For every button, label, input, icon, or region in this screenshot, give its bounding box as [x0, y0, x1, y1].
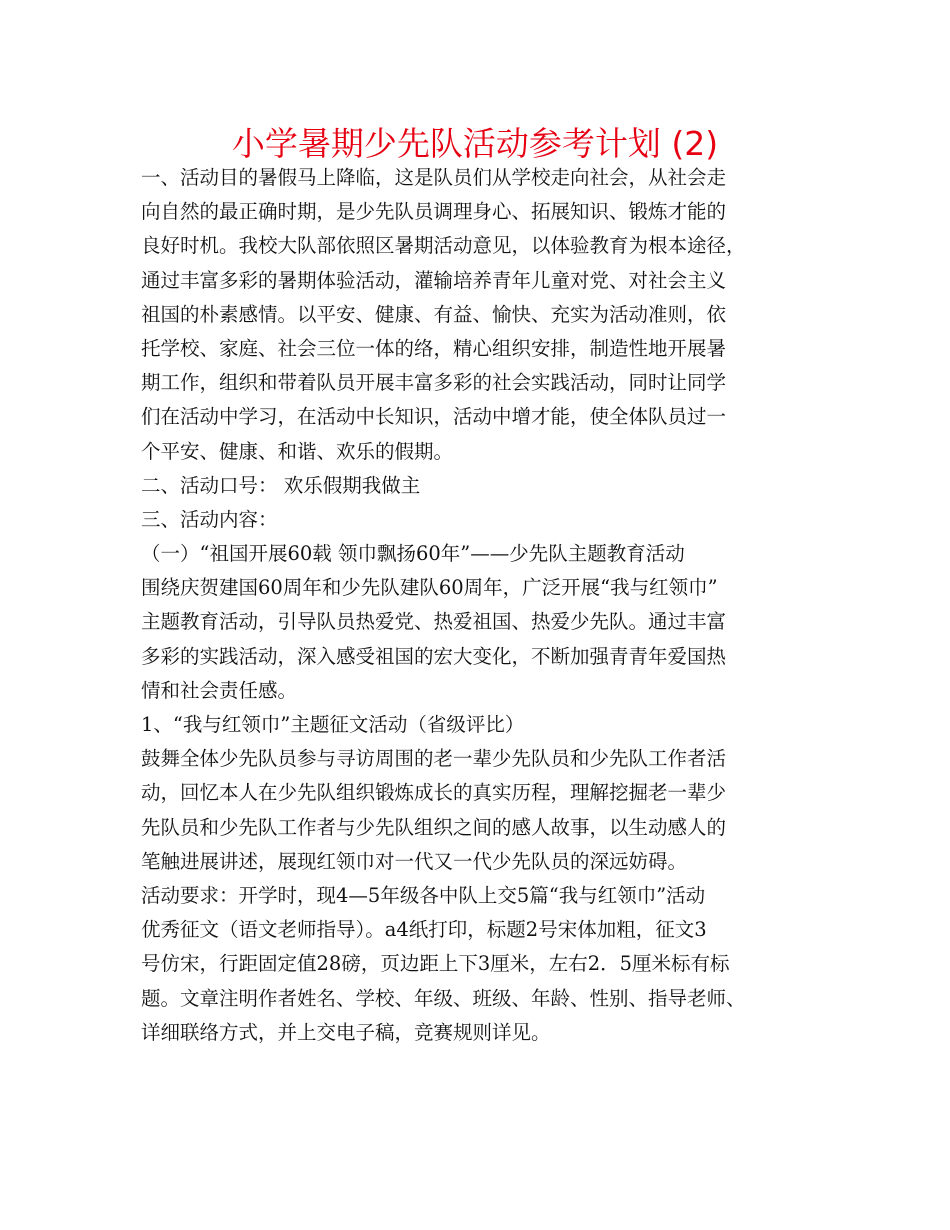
body-line: 情和社会责任感。: [141, 678, 298, 702]
body-line: 动，回忆本人在少先队组织锻炼成长的真实历程，理解挖掘老一辈少: [141, 781, 727, 805]
body-line: 题。文章注明作者姓名、学校、年级、班级、年龄、性别、指导老师、: [141, 986, 746, 1010]
body-line: 详细联络方式，并上交电子稿，竞赛规则详见。: [141, 1020, 551, 1044]
document-title: 小学暑期少先队活动参考计划 (2): [231, 124, 719, 163]
body-line: 向自然的最正确时期，是少先队员调理身心、拓展知识、锻炼才能的: [141, 200, 727, 224]
body-line: 二、活动口号： 欢乐假期我做主: [141, 473, 421, 497]
document-body: [141, 161, 841, 1050]
body-line: 托学校、家庭、社会三位一体的络，精心组织安排，制造性地开展暑: [141, 336, 727, 360]
body-line: 们在活动中学习，在活动中长知识，活动中增才能，使全体队员过一: [141, 405, 727, 429]
body-line: 围绕庆贺建国60周年和少先队建队60周年，广泛开展“我与红领巾”: [141, 576, 718, 600]
body-line: 活动要求：开学时，现4—5年级各中队上交5篇“我与红领巾”活动: [141, 883, 706, 907]
body-line: （一）“祖国开展60载 领巾飘扬60年”——少先队主题教育活动: [141, 542, 685, 566]
body-line: 笔触进展讲述，展现红领巾对一代又一代少先队员的深远妨碍。: [141, 849, 688, 873]
body-line: 号仿宋，行距固定值28磅，页边距上下3厘米，左右2．5厘米标有标: [141, 952, 730, 976]
body-line: 三、活动内容：: [141, 507, 278, 531]
body-line: 先队员和少先队工作者与少先队组织之间的感人故事，以生动感人的: [141, 815, 727, 839]
body-line: 1、“我与红领巾”主题征文活动（省级评比）: [141, 713, 525, 736]
body-line: 优秀征文（语文老师指导）。a4纸打印，标题2号宋体加粗，征文3: [141, 918, 707, 942]
body-line: 通过丰富多彩的暑期体验活动，灌输培养青年儿童对党、对社会主义: [141, 268, 727, 292]
body-line: 鼓舞全体少先队员参与寻访周围的老一辈少先队员和少先队工作者活: [141, 747, 727, 771]
body-line: 期工作，组织和带着队员开展丰富多彩的社会实践活动，同时让同学: [141, 371, 727, 395]
body-line: 主题教育活动，引导队员热爱党、热爱祖国、热爱少先队。通过丰富: [141, 610, 727, 634]
body-line: 个平安、健康、和谐、欢乐的假期。: [141, 439, 454, 463]
body-line: 一、活动目的暑假马上降临，这是队员们从学校走向社会，从社会走: [141, 166, 727, 189]
body-line: 良好时机。我校大队部依照区暑期活动意见，以体验教育为根本途径，: [141, 234, 746, 258]
body-line: 多彩的实践活动，深入感受祖国的宏大变化，不断加强青青年爱国热: [141, 644, 727, 668]
body-line: 祖国的朴素感情。以平安、健康、有益、愉快、充实为活动准则，依: [141, 302, 727, 326]
